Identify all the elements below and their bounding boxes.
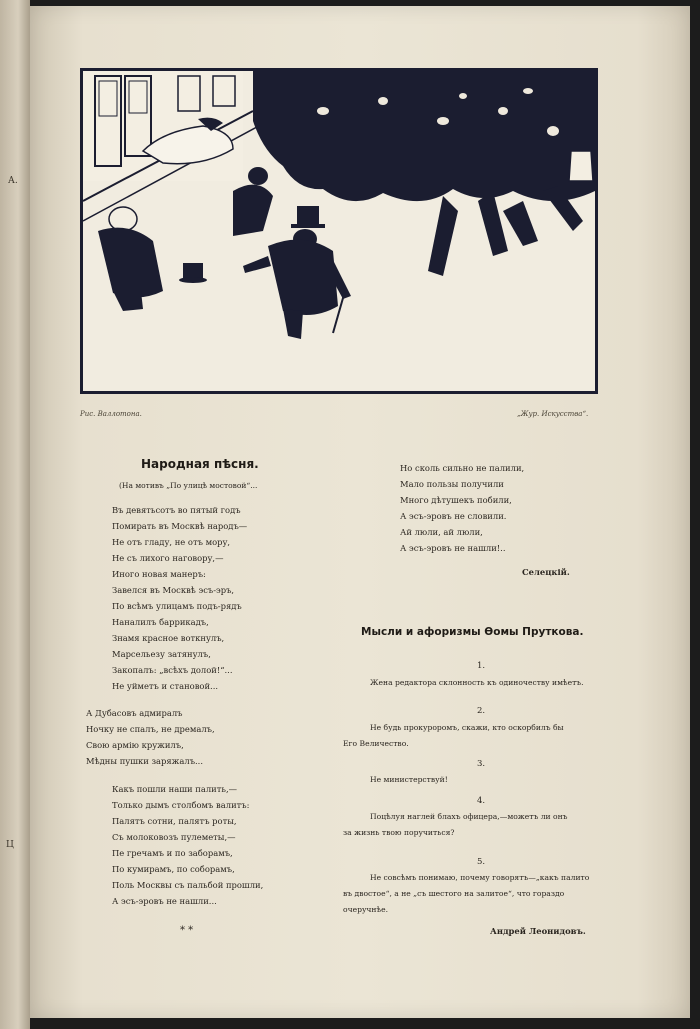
aphorism-number: 1. bbox=[476, 661, 486, 671]
aphorisms-title: Мысли и афоризмы Ѳомы Пруткова. bbox=[361, 626, 584, 638]
verse-line: Знамя красное воткнулъ, bbox=[112, 633, 225, 643]
aphorism-line: очеручнѣе. bbox=[343, 905, 388, 914]
verse-line: А Дубасовъ адмиралъ bbox=[86, 708, 183, 718]
aphorism-number: 2. bbox=[476, 706, 486, 716]
verse-line: Много дѣтушекъ побили, bbox=[400, 495, 512, 505]
crowd-fleeing-drawing bbox=[83, 71, 595, 391]
verse-line: Поль Москвы съ пальбой прошли, bbox=[112, 880, 264, 890]
aphorism-line: Его Величество. bbox=[343, 739, 409, 748]
aphorism-line: за жизнь твою поручиться? bbox=[343, 828, 455, 837]
aphorism-line: Жена редактора склонность къ одиночеству имѣетъ. bbox=[370, 678, 584, 687]
verse-line: Не уйметъ и становой... bbox=[112, 681, 219, 691]
verse-line: Въ девятьсотъ во пятый годъ bbox=[112, 505, 241, 515]
verse-line: Завелся въ Москвѣ эсъ-эръ, bbox=[112, 585, 235, 595]
verse-line: А эсъ-эровъ не словили. bbox=[400, 511, 507, 521]
caricature-illustration bbox=[80, 68, 598, 394]
verse-line: Пе гречамъ и по заборамъ, bbox=[112, 848, 233, 858]
verse-line: Какъ пошли наши палить,— bbox=[112, 784, 237, 794]
folk-song-subtitle: (На мотивъ „По улицѣ мостовой“... bbox=[119, 481, 258, 490]
aphorism-number: 3. bbox=[476, 759, 486, 769]
aphorisms-author: Андрей Леонидовъ. bbox=[490, 926, 586, 936]
aphorism-line: Не министерствуй! bbox=[370, 775, 448, 784]
verse-line: По кумирамъ, по соборамъ, bbox=[112, 864, 235, 874]
aphorism-line: Не будь прокуроромъ, скажи, кто оскорбилъ бы bbox=[370, 723, 564, 732]
adjacent-page-edge bbox=[0, 0, 30, 1029]
magazine-page bbox=[30, 6, 690, 1018]
verse-line: А эсъ-эровъ не нашли... bbox=[112, 896, 217, 906]
verse-line: Но сколь сильно не палили, bbox=[400, 463, 525, 473]
aphorism-number: 4. bbox=[476, 796, 486, 806]
verse-line: По всѣмъ улицамъ подъ-рядъ bbox=[112, 601, 242, 611]
aphorism-line: въ двостое“, а не „съ шестого на залитое“, что гораздо bbox=[343, 889, 565, 898]
aphorism-number: 5. bbox=[476, 857, 486, 867]
verse-line: А эсъ-эровъ не нашли!.. bbox=[400, 543, 506, 553]
verse-line: Закопалъ: „всѣхъ долой!“... bbox=[112, 665, 233, 675]
illustration-credit-right: „Жур. Искусства“. bbox=[517, 410, 589, 418]
verse-line: Наналилъ баррикадъ, bbox=[112, 617, 209, 627]
verse-line: Ночку не спалъ, не дремалъ, bbox=[86, 724, 215, 734]
aphorism-line: Не совсѣмъ понимаю, почему говорятъ—„какъ палито bbox=[370, 873, 590, 882]
verse-line: Не съ лихого наговору,— bbox=[112, 553, 224, 563]
verse-line: Не отъ гладу, не отъ мору, bbox=[112, 537, 231, 547]
verse-line: Только дымъ столбомъ валитъ: bbox=[112, 800, 250, 810]
ornament-stars: * * bbox=[180, 925, 194, 936]
aphorism-line: Поцѣлуя наглей блахъ офицера,—можетъ ли онъ bbox=[370, 812, 568, 821]
verse-line: Свою армію кружилъ, bbox=[86, 740, 184, 750]
folk-song-author: Селецкій. bbox=[522, 567, 570, 577]
verse-line: Марсельезу затянулъ, bbox=[112, 649, 211, 659]
verse-line: Ай люли, ай люли, bbox=[400, 527, 483, 537]
verse-line: Мало пользы получили bbox=[400, 479, 504, 489]
illustration-credit-left: Рис. Валлотона. bbox=[80, 410, 142, 418]
verse-line: Мѣдны пушки заряжалъ... bbox=[86, 756, 204, 766]
adjacent-page-fragment: А. bbox=[8, 176, 18, 186]
verse-line: Палятъ сотни, палятъ роты, bbox=[112, 816, 237, 826]
folk-song-title: Народная пѣсня. bbox=[141, 457, 259, 471]
verse-line: Иного новая манеръ: bbox=[112, 569, 206, 579]
verse-line: Съ молоковозъ пулеметы,— bbox=[112, 832, 236, 842]
adjacent-page-fragment: Ц bbox=[6, 840, 14, 850]
verse-line: Помирать въ Москвѣ народъ— bbox=[112, 521, 248, 531]
